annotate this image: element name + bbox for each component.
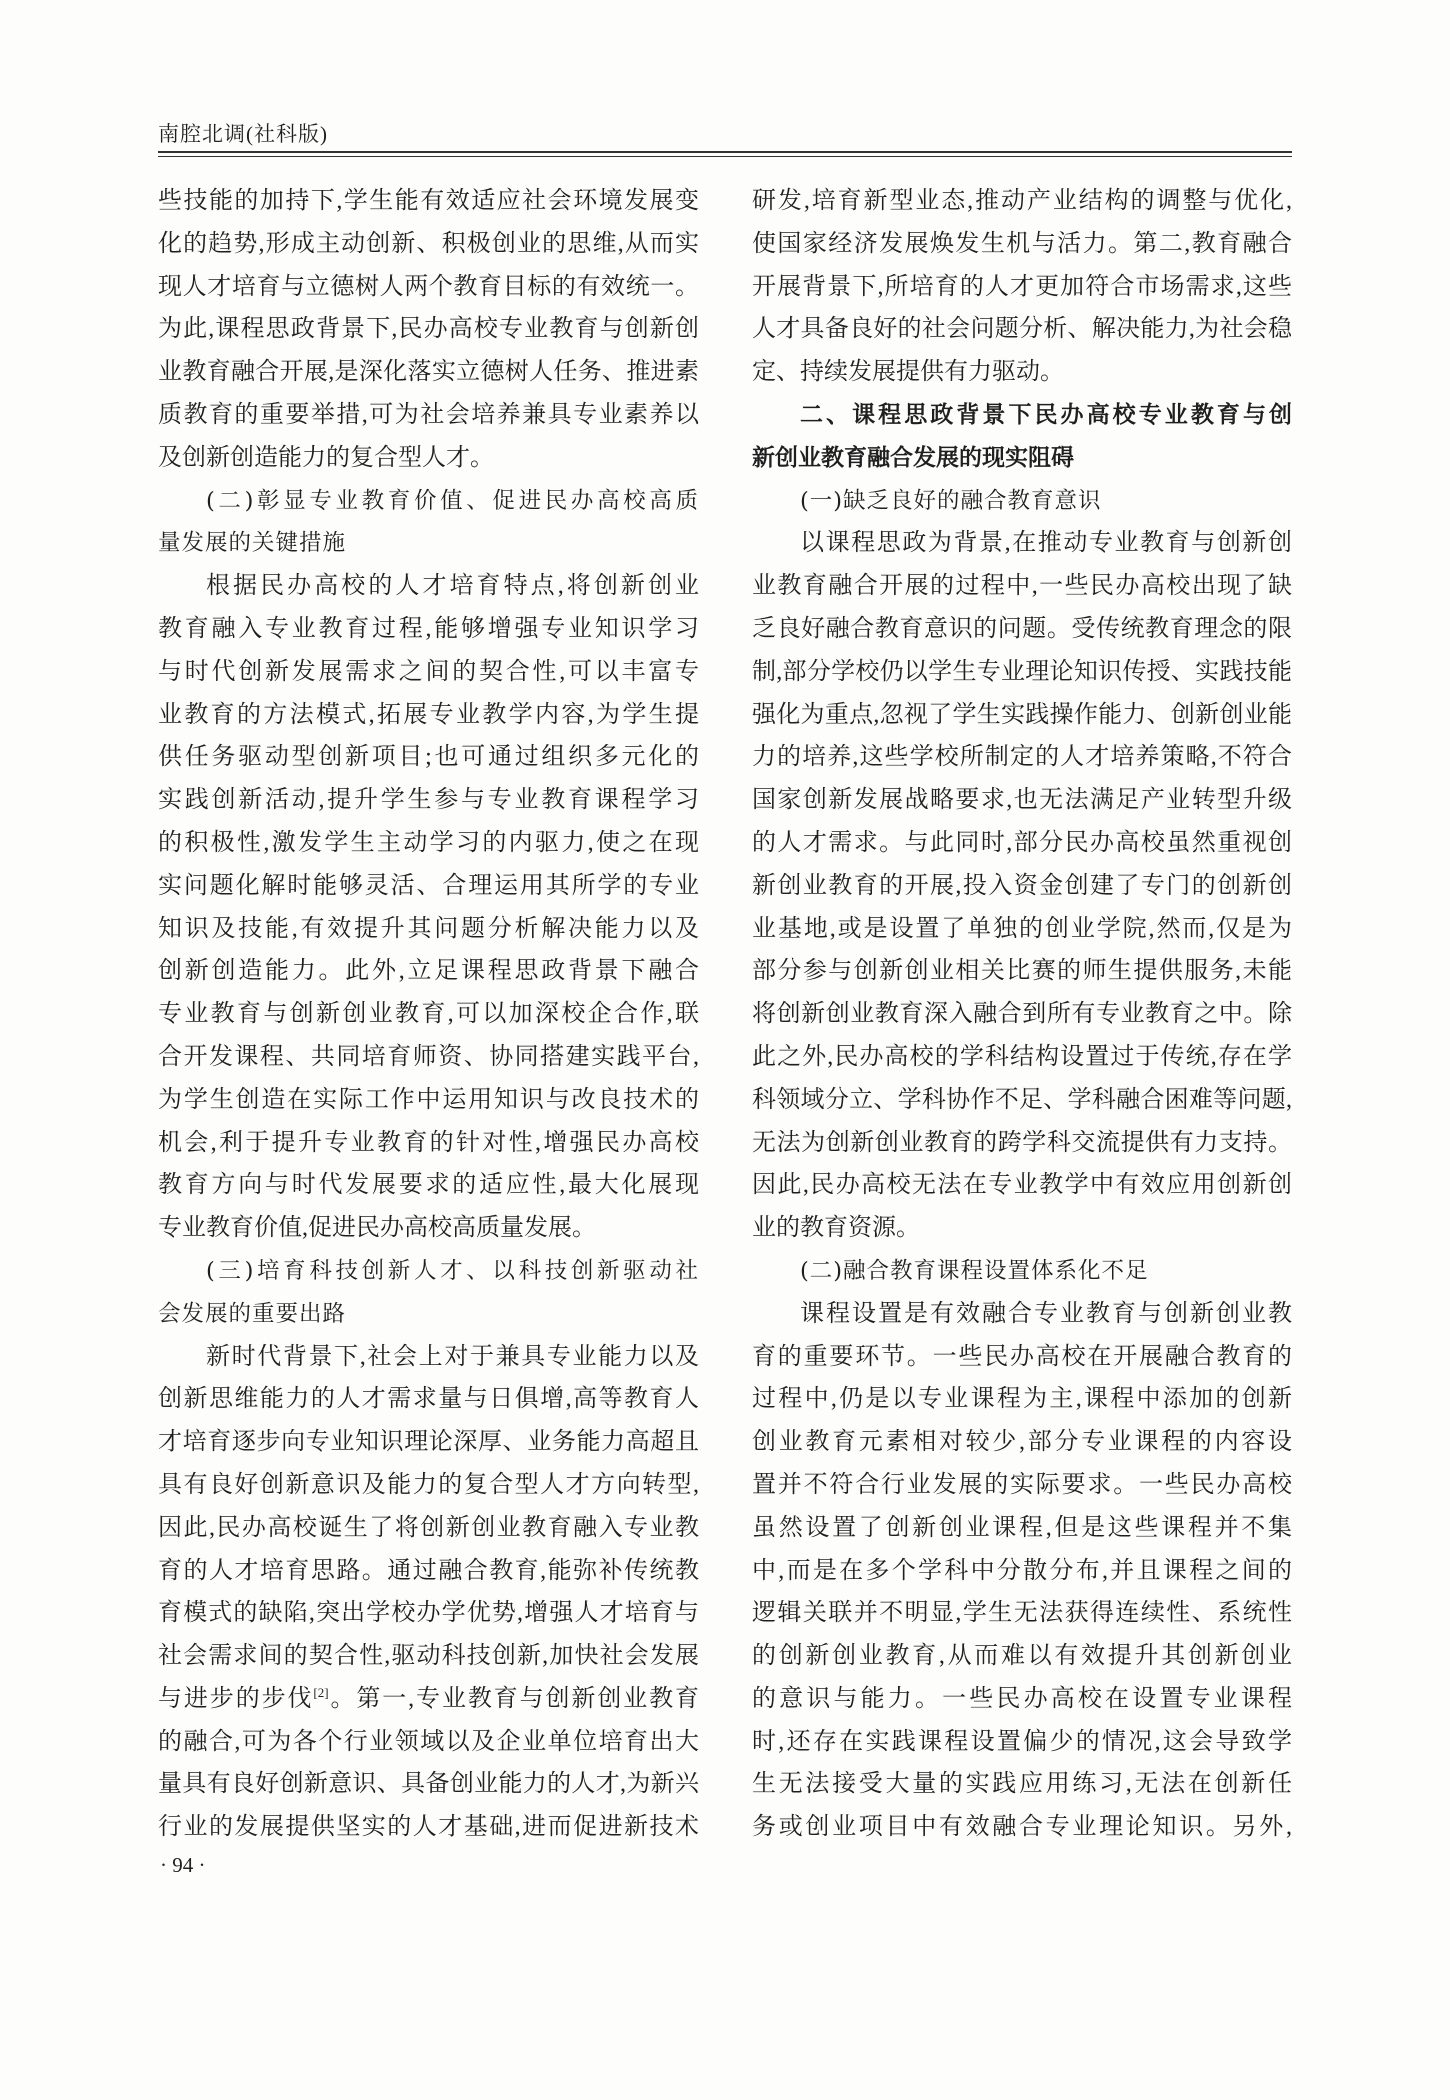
text-line: 育的重要环节。一些民办高校在开展融合教育的 xyxy=(752,1343,1292,1370)
subsection-heading xyxy=(158,480,699,566)
text-line: 乏良好融合教育意识的问题。受传统教育理念的限 xyxy=(752,615,1292,642)
journal-title: 南腔北调(社科版) xyxy=(158,122,328,146)
text-line: 供任务驱动型创新项目;也可通过组织多元化的 xyxy=(158,744,699,771)
text-line: 生无法接受大量的实践应用练习,无法在创新任 xyxy=(752,1771,1292,1798)
text-line: 因此,民办高校诞生了将创新创业教育融入专业教 xyxy=(158,1514,699,1541)
text-line: 此之外,民办高校的学科结构设置过于传统,存在学 xyxy=(752,1043,1292,1070)
text-line: 时,还存在实践课程设置偏少的情况,这会导致学 xyxy=(752,1728,1292,1755)
text-line: 新创业教育的开展,投入资金创建了专门的创新创 xyxy=(752,872,1292,899)
subsection-heading xyxy=(752,1250,1292,1293)
text-line: 人才具备良好的社会问题分析、解决能力,为社会稳 xyxy=(752,316,1292,343)
text-line: 使国家经济发展焕发生机与活力。第二,教育融合 xyxy=(752,230,1292,257)
subsection-heading xyxy=(752,480,1292,523)
text-line: 教育融入专业教育过程,能够增强专业知识学习 xyxy=(158,615,699,642)
heading-line: 量发展的关键措施 xyxy=(158,530,347,557)
text-line: 业教育融合开展,是深化落实立德树人任务、推进素 xyxy=(158,359,699,386)
text-line: 与时代创新发展需求之间的契合性,可以丰富专 xyxy=(158,658,699,685)
text-line: 创新创造能力。此外,立足课程思政背景下融合 xyxy=(158,958,699,985)
text-line: 置并不符合行业发展的实际要求。一些民办高校 xyxy=(752,1471,1292,1498)
text-line: 业基地,或是设置了单独的创业学院,然而,仅是为 xyxy=(752,915,1292,942)
text-line: 业的教育资源。 xyxy=(752,1215,920,1242)
paragraph xyxy=(752,1293,1292,1849)
heading-line: 二、课程思政背景下民办高校专业教育与创 xyxy=(800,401,1292,428)
paragraph xyxy=(158,565,699,1250)
text-line xyxy=(158,1678,699,1721)
text-segment: 。第一,专业教育与创新创业教育 xyxy=(328,1685,699,1712)
text-line: 将创新创业教育深入融合到所有专业教育之中。除 xyxy=(752,1001,1292,1028)
text-line: 行业的发展提供坚实的人才基础,进而促进新技术 xyxy=(158,1814,699,1841)
text-line: 的创新创业教育,从而难以有效提升其创新创业 xyxy=(752,1643,1292,1670)
text-line: 务或创业项目中有效融合专业理论知识。另外, xyxy=(752,1814,1292,1841)
text-line: 的融合,可为各个行业领域以及企业单位培育出大 xyxy=(158,1728,699,1755)
text-line: 中,而是在多个学科中分散分布,并且课程之间的 xyxy=(752,1557,1292,1584)
heading-line: (二)彰显专业教育价值、促进民办高校高质 xyxy=(206,487,699,514)
heading-line: (三)培育科技创新人才、以科技创新驱动社 xyxy=(206,1257,699,1284)
text-line: 制,部分学校仍以学生专业理论知识传授、实践技能 xyxy=(752,658,1292,685)
text-line: 机会,利于提升专业教育的针对性,增强民办高校 xyxy=(158,1129,699,1156)
text-line: 为学生创造在实际工作中运用知识与改良技术的 xyxy=(158,1086,699,1113)
text-line: 国家创新发展战略要求,也无法满足产业转型升级 xyxy=(752,787,1292,814)
text-line: 虽然设置了创新创业课程,但是这些课程并不集 xyxy=(752,1514,1292,1541)
text-line: 知识及技能,有效提升其问题分析解决能力以及 xyxy=(158,915,699,942)
text-line: 些技能的加持下,学生能有效适应社会环境发展变 xyxy=(158,188,699,214)
heading-line: 会发展的重要出路 xyxy=(158,1300,347,1327)
heading-line: (一)缺乏良好的融合教育意识 xyxy=(800,487,1102,514)
text-line: 课程设置是有效融合专业教育与创新创业教 xyxy=(800,1300,1292,1327)
text-line: 为此,课程思政背景下,民办高校专业教育与创新创 xyxy=(158,316,699,343)
text-line: 开展背景下,所培育的人才更加符合市场需求,这些 xyxy=(752,273,1292,300)
paragraph xyxy=(158,1336,699,1850)
text-line: 根据民办高校的人才培育特点,将创新创业 xyxy=(206,573,699,600)
text-line: 业教育融合开展的过程中,一些民办高校出现了缺 xyxy=(752,573,1292,600)
heading-line: (二)融合教育课程设置体系化不足 xyxy=(800,1257,1149,1284)
text-line: 力的培养,这些学校所制定的人才培养策略,不符合 xyxy=(752,744,1292,771)
text-line: 部分参与创新创业相关比赛的师生提供服务,未能 xyxy=(752,958,1292,985)
text-line: 量具有良好创新意识、具备创业能力的人才,为新兴 xyxy=(158,1771,699,1798)
text-line: 研发,培育新型业态,推动产业结构的调整与优化, xyxy=(752,188,1292,214)
text-line: 社会需求间的契合性,驱动科技创新,加快社会发展 xyxy=(158,1643,699,1670)
text-line: 专业教育价值,促进民办高校高质量发展。 xyxy=(158,1215,596,1242)
text-line: 的意识与能力。一些民办高校在设置专业课程 xyxy=(752,1685,1292,1712)
text-line: 创新思维能力的人才需求量与日俱增,高等教育人 xyxy=(158,1386,699,1413)
right-column xyxy=(752,180,1292,1849)
text-line: 业教育的方法模式,拓展专业教学内容,为学生提 xyxy=(158,701,699,728)
text-line: 化的趋势,形成主动创新、积极创业的思维,从而实 xyxy=(158,230,699,257)
text-line: 才培育逐步向专业知识理论深厚、业务能力高超且 xyxy=(158,1429,699,1456)
text-line: 强化为重点,忽视了学生实践操作能力、创新创业能 xyxy=(752,701,1292,728)
left-column xyxy=(158,180,699,1849)
text-line: 无法为创新创业教育的跨学科交流提供有力支持。 xyxy=(752,1129,1292,1156)
subsection-heading xyxy=(158,1250,699,1336)
text-line: 育的人才培育思路。通过融合教育,能弥补传统教 xyxy=(158,1557,699,1584)
text-line: 质教育的重要举措,可为社会培养兼具专业素养以 xyxy=(158,401,699,428)
text-line: 合开发课程、共同培育师资、协同搭建实践平台, xyxy=(158,1043,699,1070)
text-line: 过程中,仍是以专业课程为主,课程中添加的创新 xyxy=(752,1386,1292,1413)
heading-line: 新创业教育融合发展的现实阻碍 xyxy=(752,444,1074,471)
text-line: 逻辑关联并不明显,学生无法获得连续性、系统性 xyxy=(752,1600,1292,1627)
text-line: 因此,民办高校无法在专业教学中有效应用创新创 xyxy=(752,1172,1292,1199)
text-line: 以课程思政为背景,在推动专业教育与创新创 xyxy=(800,530,1292,557)
text-line: 的积极性,激发学生主动学习的内驱力,使之在现 xyxy=(158,829,699,856)
text-line: 及创新创造能力的复合型人才。 xyxy=(158,444,494,471)
text-line: 教育方向与时代发展要求的适应性,最大化展现 xyxy=(158,1172,699,1199)
text-line: 新时代背景下,社会上对于兼具专业能力以及 xyxy=(206,1343,699,1370)
text-line: 创业教育元素相对较少,部分专业课程的内容设 xyxy=(752,1429,1292,1456)
text-segment: 与进步的步伐 xyxy=(158,1685,314,1712)
text-line: 实践创新活动,提升学生参与专业教育课程学习 xyxy=(158,787,699,814)
text-line: 育模式的缺陷,突出学校办学优势,增强人才培育与 xyxy=(158,1600,699,1627)
text-line: 专业教育与创新创业教育,可以加深校企合作,联 xyxy=(158,1001,699,1028)
text-line: 现人才培育与立德树人两个教育目标的有效统一。 xyxy=(158,273,699,300)
paragraph xyxy=(752,522,1292,1250)
paragraph xyxy=(158,180,699,480)
text-line: 的人才需求。与此同时,部分民办高校虽然重视创 xyxy=(752,829,1292,856)
text-line: 实问题化解时能够灵活、合理运用其所学的专业 xyxy=(158,872,699,899)
section-heading xyxy=(752,394,1292,480)
text-line: 定、持续发展提供有力驱动。 xyxy=(752,359,1064,386)
text-line: 科领域分立、学科协作不足、学科融合困难等问题, xyxy=(752,1086,1292,1113)
paragraph xyxy=(752,180,1292,394)
page-number: · 94 · xyxy=(160,1853,206,1877)
text-line: 具有良好创新意识及能力的复合型人才方向转型, xyxy=(158,1471,699,1498)
header-rule xyxy=(158,151,1292,157)
citation-ref: [2] xyxy=(313,1684,329,1700)
